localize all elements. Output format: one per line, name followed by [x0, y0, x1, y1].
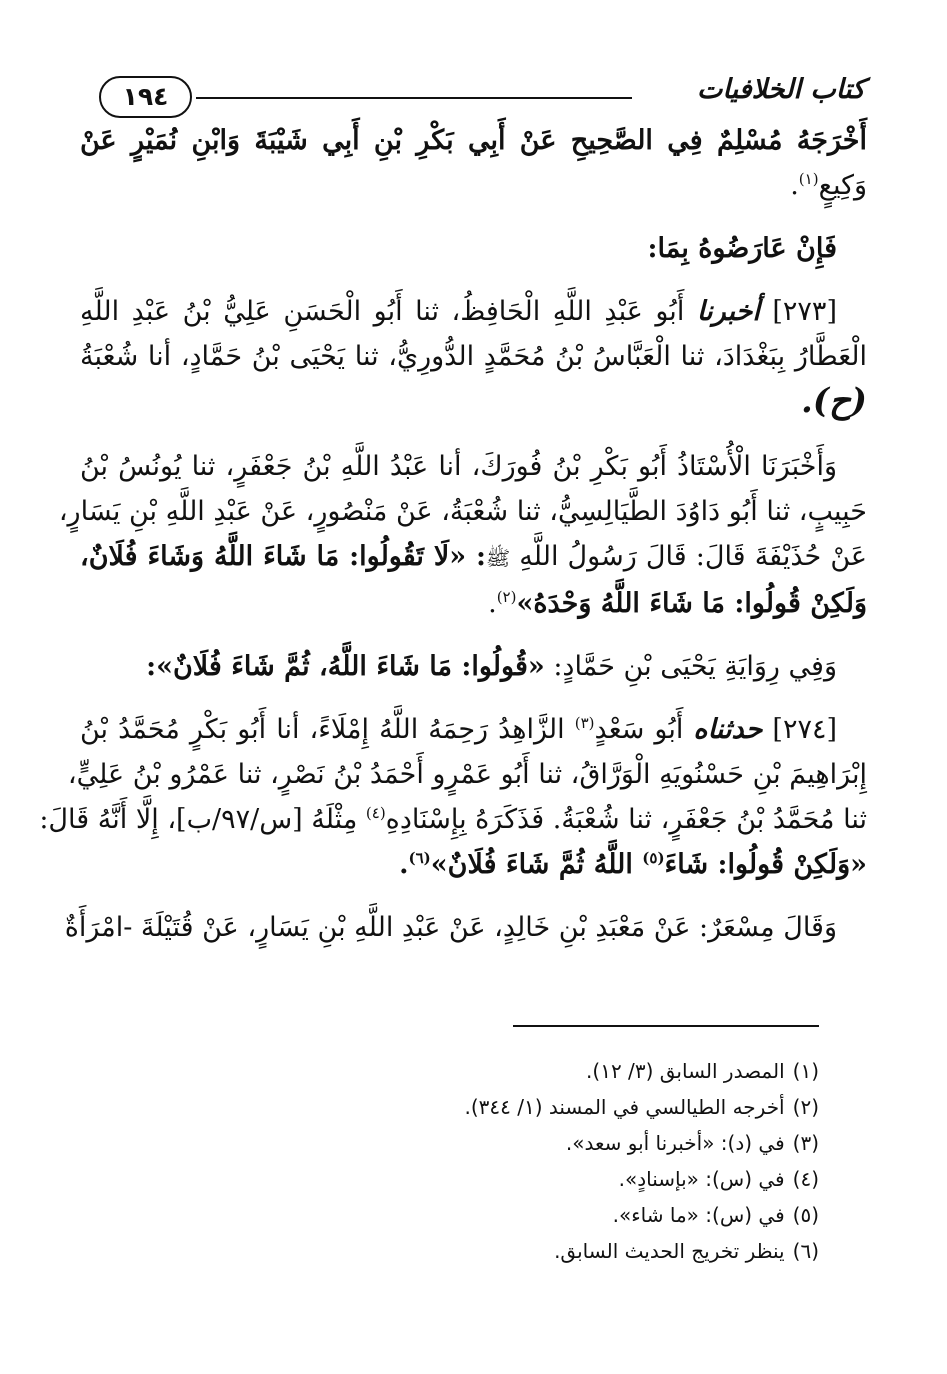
hadith-274-line-1: [٢٧٤] حدثناه أَبُو سَعْدٍ$^{(٣)}$ الزَّاهِدُ رَحِمَهُ اللَّهُ إِمْلَاءً، أنا أَبُو بَكْرٍ مُحَمَّدُ بْنُ	[80, 714, 837, 745]
footnote-ref[interactable]: (٦)	[408, 849, 431, 867]
footnote-ref[interactable]: (٣)	[574, 714, 595, 732]
hadith-274-line-2: إِبْرَاهِيمَ بْنِ حَسْنُويَهِ الْوَرَّاقُ، ثنا أَبُو عَمْرٍو أَحْمَدُ بْنُ نَصْرٍ، ثنا عَمْرُو بْنُ عَلِيٍّ،	[67, 759, 867, 790]
hadith-273-line-1: [٢٧٣] أخبرنا أَبُو عَبْدِ اللَّهِ الْحَافِظُ، ثنا أَبُو الْحَسَنِ عَلِيُّ بْنُ عَبْدِ اللَّهِ	[80, 296, 837, 327]
text-line-1: أَخْرَجَهُ مُسْلِمٌ فِي الصَّحِيحِ عَنْ أَبِي بَكْرِ بْنِ أَبِي شَيْبَةَ وَابْنِ نُمَيْرٍ عَنْ	[80, 125, 867, 156]
hadith-274-line-4: «وَلَكِنْ قُولُوا: شَاءَ$^{(٥)}$ اللَّهُ ثُمَّ شَاءَ فُلَانٌ»$^{(٦)}$.	[399, 849, 867, 880]
page-number: ١٩٤	[99, 76, 192, 118]
transmission-word: حدثناه	[693, 714, 763, 745]
chain-line-2: حَبِيبٍ، ثنا أَبُو دَاوُدَ الطَّيَالِسِيُّ، ثنا شُعْبَةُ، عَنْ مَنْصُورٍ، عَنْ عَبْدِ اللَّهِ بْنِ يَسَارٍ،	[58, 496, 867, 527]
footnote-item: (٦)ينظر تخريج الحديث السابق.	[554, 1239, 819, 1263]
transmission-word: أخبرنا	[696, 296, 760, 327]
text-line-2: وَكِيعٍ$^{(١)}$.	[790, 170, 867, 201]
running-head-title: كتاب الخلافيات	[696, 74, 865, 105]
hadith-273-line-3	[80, 379, 867, 426]
chain-line-4: وَلَكِنْ قُولُوا: مَا شَاءَ اللَّهُ وَحْدَهُ»$^{(٢)}$.	[488, 588, 867, 619]
misar-line: وَقَالَ مِسْعَرٌ: عَنْ مَعْبَدِ بْنِ خَالِدٍ، عَنْ عَبْدِ اللَّهِ بْنِ يَسَارٍ، عَنْ قُتَيْلَةَ -امْرَأَةٌ	[64, 912, 837, 943]
footnote-item: (٣)في (د): «أخبرنا أبو سعد».	[565, 1131, 819, 1155]
hadith-number: [٢٧٤]	[772, 714, 837, 745]
main-text	[39, 118, 867, 950]
footnotes	[120, 1053, 819, 1269]
footnote-rule	[513, 1025, 819, 1027]
hadith-273-line-2: الْعَطَّارُ بِبَغْدَادَ، ثنا الْعَبَّاسُ بْنُ مُحَمَّدٍ الدُّورِيُّ، ثنا يَحْيَى بْنُ حَمَّادٍ، أنا شُعْبَةُ	[80, 341, 867, 372]
chain-line-1: وَأَخْبَرَنَا الْأُسْتَاذُ أَبُو بَكْرِ بْنُ فُورَكَ، أنا عَبْدُ اللَّهِ بْنُ جَعْفَرٍ، ثنا يُونُسُ بْنُ	[80, 451, 837, 482]
hadith-number: [٢٧٣]	[772, 296, 837, 327]
footnote-ref[interactable]: (١)	[798, 170, 819, 188]
footnote-ref[interactable]: (٢)	[496, 588, 517, 606]
footnote-ref[interactable]: (٥)	[642, 849, 665, 867]
footnote-item: (١)المصدر السابق (٣/ ١٢).	[586, 1059, 819, 1083]
section-heading: فَإِنْ عَارَضُوهُ بِمَا:	[647, 233, 837, 264]
footnote-ref[interactable]: (٤)	[365, 804, 386, 822]
footnote-item: (٢)أخرجه الطيالسي في المسند (١/ ٣٤٤).	[464, 1095, 819, 1119]
footnote-item: (٤)في (س): «بإسنادٍ».	[618, 1167, 819, 1191]
chain-line-3: عَنْ حُذَيْفَةَ قَالَ: قَالَ رَسُولُ اللَّهِ ﷺ: «لَا تَقُولُوا: مَا شَاءَ اللَّهُ وَشَاءَ فُلَانٌ،	[80, 541, 867, 572]
salawat-symbol: ﷺ	[486, 546, 511, 570]
hadith-274-line-3: ثنا مُحَمَّدُ بْنُ جَعْفَرٍ، ثنا شُعْبَةُ. فَذَكَرَهُ بِإِسْنَادِهِ$^{(٤)}$ مِثْلَهُ [س/٩٧/ب]، إِلَّا أَنَّهُ قَالَ:	[39, 804, 867, 835]
header-rule	[196, 97, 632, 99]
variant-line: وَفِي رِوَايَةِ يَحْيَى بْنِ حَمَّادٍ: «قُولُوا: مَا شَاءَ اللَّهُ، ثُمَّ شَاءَ فُلَانٌ»:	[146, 651, 837, 682]
tahwil-mark: (ح).	[801, 381, 867, 421]
footnote-item: (٥)في (س): «ما شاء».	[612, 1203, 819, 1227]
